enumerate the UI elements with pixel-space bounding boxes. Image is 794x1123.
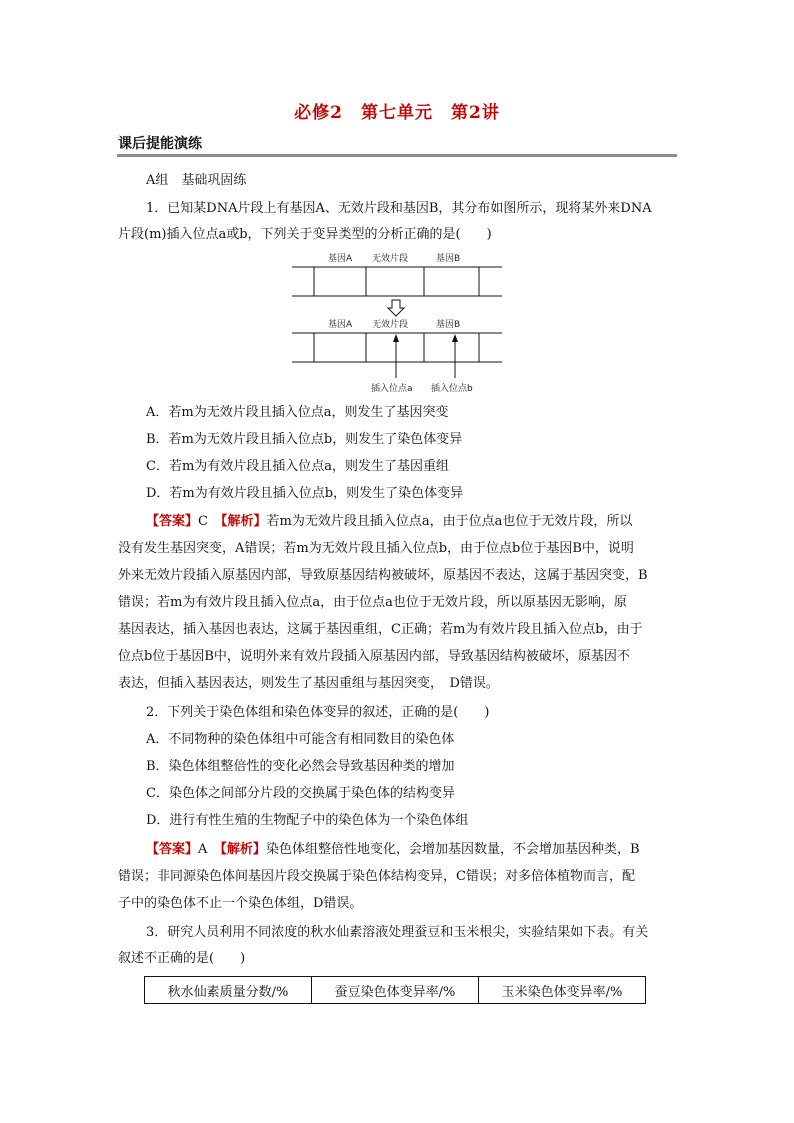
q2-option-a: A．不同物种的染色体组中可能含有相同数目的染色体 — [146, 732, 455, 747]
q2-option-b: B．染色体组整倍性的变化必然会导致基因种类的增加 — [146, 759, 455, 774]
q1-option-a: A．若m为无效片段且插入位点a，则发生了基因突变 — [146, 405, 449, 420]
q2-option-d: D．进行有性生殖的生物配子中的染色体为一个染色体组 — [146, 813, 469, 828]
down-arrow-icon — [388, 300, 404, 316]
q1-analysis-line2: 没有发生基因突变，A错误；若m为无效片段且插入位点b，由于位点b位于基因B中，说明 — [118, 541, 634, 556]
label-invalid-top: 无效片段 — [372, 254, 409, 264]
q3-stem-line2: 叙述不正确的是( ) — [118, 951, 246, 966]
table-header-row — [145, 977, 646, 1004]
page-title: 必修2 第七单元 第2讲 — [294, 103, 500, 123]
group-heading: A组 基础巩固练 — [146, 173, 247, 188]
q2-answer-value: A — [198, 842, 208, 857]
q2-option-c: C．染色体之间部分片段的交换属于染色体的结构变异 — [146, 786, 455, 801]
label-gene-a-top: 基因A — [328, 254, 353, 264]
q1-analysis-line5: 基因表达，插入基因也表达，这属于基因重组，C正确；若m为有效片段且插入位点b，由于 — [118, 622, 643, 637]
q3-table — [144, 976, 646, 1004]
q3-stem-line1: 3．研究人员利用不同浓度的秋水仙素溶液处理蚕豆和玉米根尖，实验结果如下表。有关 — [146, 925, 649, 940]
q1-analysis-line6: 位点b位于基因B中，说明外来有效片段插入原基因内部，导致基因结构被破坏，原基因不 — [118, 649, 630, 664]
q1-option-b: B．若m为无效片段且插入位点b，则发生了染色体变异 — [146, 432, 463, 447]
q1-stem-line2: 片段(m)插入位点a或b，下列关于变异类型的分析正确的是( ) — [118, 227, 492, 242]
q1-answer-tag: 【答案】 — [146, 514, 199, 529]
q1-analysis-tag: 【解析】 — [220, 514, 267, 529]
q2-answer-line — [146, 837, 706, 863]
q1-analysis-line3: 外来无效片段插入原基因内部，导致原基因结构被破坏，原基因不表达，这属于基因突变，B — [118, 568, 648, 583]
q1-answer-line — [146, 509, 706, 535]
q2-analysis-line3: 子中的染色体不止一个染色体组，D错误。 — [118, 896, 363, 911]
label-site-a: 插入位点a — [371, 384, 413, 394]
q1-option-c: C．若m为有效片段且插入位点a，则发生了基因重组 — [146, 459, 450, 474]
q2-analysis-line2: 错误；非同源染色体间基因片段交换属于染色体结构变异，C错误；对多倍体植物而言，配 — [118, 869, 635, 884]
q1-analysis-line4: 错误；若m为有效片段且插入位点a，由于位点a也位于无效片段，所以原基因无影响，原 — [118, 595, 627, 610]
q2-analysis-tag: 【解析】 — [220, 842, 266, 857]
table-header-cell: 蚕豆染色体变异率/% — [312, 977, 479, 1004]
label-invalid-bottom: 无效片段 — [372, 320, 409, 330]
q1-answer-value: C — [198, 514, 208, 529]
q2-stem: 2．下列关于染色体组和染色体变异的叙述，正确的是( ) — [146, 705, 490, 720]
site-a-arrow-icon — [393, 334, 399, 378]
label-gene-a-bottom: 基因A — [328, 320, 353, 330]
label-gene-b-top: 基因B — [436, 254, 461, 264]
dna-insertion-diagram — [290, 250, 510, 400]
q2-analysis-line1: 染色体组整倍性地变化，会增加基因数量，不会增加基因种类，B — [265, 842, 640, 857]
q1-analysis-line7: 表达，但插入基因表达，则发生了基因重组与基因突变， D错误。 — [118, 676, 499, 691]
label-gene-b-bottom: 基因B — [436, 320, 461, 330]
q1-option-d: D．若m为有效片段且插入位点b，则发生了染色体变异 — [146, 486, 464, 501]
label-site-b: 插入位点b — [431, 384, 473, 394]
q1-analysis-line1: 若m为无效片段且插入位点a，由于位点a也位于无效片段，所以 — [266, 514, 633, 529]
section-subtitle: 课后提能演练 — [118, 136, 202, 152]
site-b-arrow-icon — [452, 334, 458, 378]
q2-answer-tag: 【答案】 — [146, 842, 199, 857]
header-rule — [117, 154, 677, 157]
q1-stem-line1: 1．已知某DNA片段上有基因A、无效片段和基因B，其分布如图所示，现将某外来DNA — [146, 201, 652, 216]
dna-strand-original — [292, 267, 502, 296]
table-header-cell: 秋水仙素质量分数/% — [145, 977, 312, 1004]
table-header-cell: 玉米染色体变异率/% — [479, 977, 646, 1004]
